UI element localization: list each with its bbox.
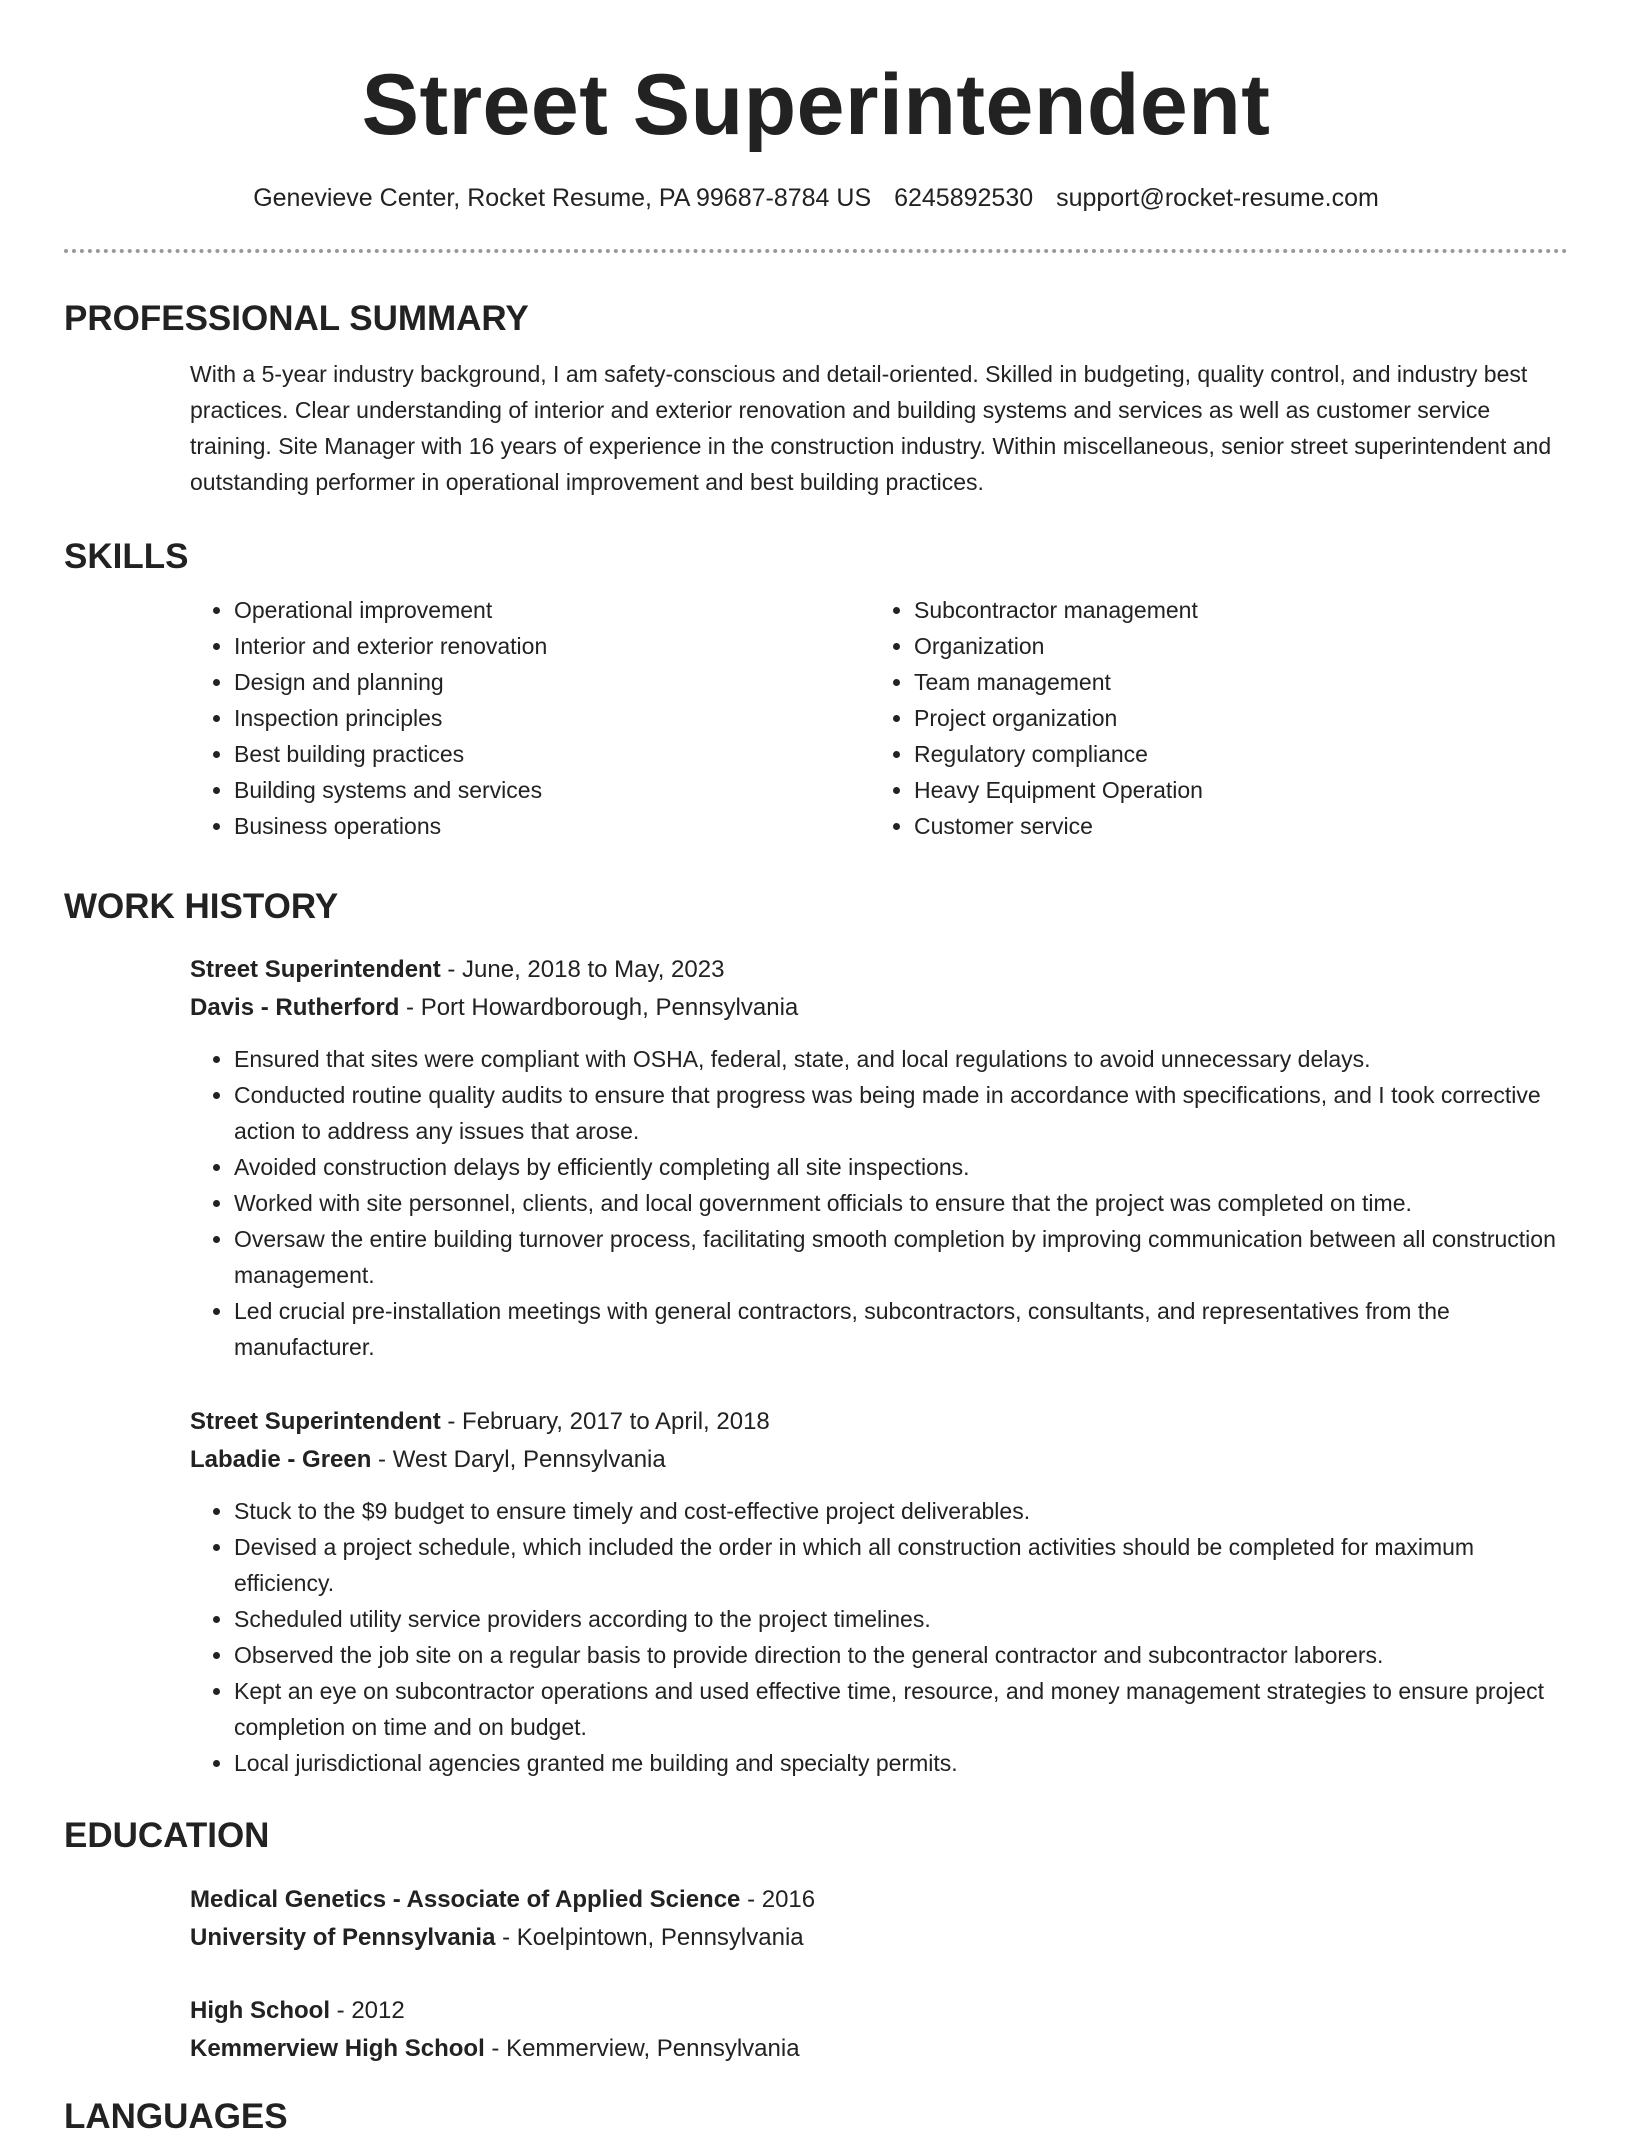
edu-degree-line <box>190 1992 1568 2030</box>
job-bullet: • Observed the job site on a regular basis to provide direction to the general contractor and subcontractor laborers. <box>234 1637 1568 1673</box>
job-bullet: • Conducted routine quality audits to ensure that progress was being made in accordance with specifications, and I took corrective action to address any issues that arose. <box>234 1077 1568 1149</box>
skill-item: • Organization <box>914 628 1550 664</box>
work-history-heading: WORK HISTORY <box>64 887 339 926</box>
job-bullet: • Stuck to the $9 budget to ensure timely and cost-effective project deliverables. <box>234 1493 1568 1529</box>
job-bullet: • Kept an eye on subcontractor operations and used effective time, resource, and money management strategies to ensure project completion on time and on budget. <box>234 1673 1568 1745</box>
skills-section <box>64 534 1568 844</box>
edu-degree: Medical Genetics - Associate of Applied Science <box>190 1886 741 1913</box>
contact-email: support@rocket-resume.com <box>1056 184 1379 212</box>
skill-item: • Design and planning <box>234 664 870 700</box>
job-bullet: • Scheduled utility service providers according to the project timelines. <box>234 1601 1568 1637</box>
education-entry <box>64 1881 1568 1957</box>
job-company-line <box>190 1441 1568 1479</box>
edu-year: - 2012 <box>330 1997 405 2024</box>
contact-line <box>0 178 1632 218</box>
edu-location: - Koelpintown, Pennsylvania <box>495 1924 804 1951</box>
header-divider <box>64 249 1568 253</box>
summary-heading: PROFESSIONAL SUMMARY <box>64 299 529 338</box>
skill-item: • Heavy Equipment Operation <box>914 772 1550 808</box>
education-entry <box>64 1992 1568 2068</box>
job-location: - West Daryl, Pennsylvania <box>371 1446 666 1473</box>
edu-school-line <box>190 1919 1568 1957</box>
skill-item: • Operational improvement <box>234 592 870 628</box>
job-company-line <box>190 989 1568 1027</box>
edu-degree-line <box>190 1881 1568 1919</box>
job-bullet: • Devised a project schedule, which included the order in which all construction activities should be completed for maximum efficiency. <box>234 1529 1568 1601</box>
job-company: Davis - Rutherford <box>190 994 400 1021</box>
job-bullets <box>190 1041 1568 1365</box>
skill-item: • Best building practices <box>234 736 870 772</box>
edu-year: - 2016 <box>740 1886 816 1913</box>
education-heading: EDUCATION <box>64 1816 270 1855</box>
edu-school: Kemmerview High School <box>190 2035 485 2062</box>
skills-left-list <box>190 592 870 844</box>
edu-school-line <box>190 2030 1568 2068</box>
contact-address: Genevieve Center, Rocket Resume, PA 99687-8784 US <box>253 184 872 212</box>
skill-item: • Business operations <box>234 808 870 844</box>
job-dates: - June, 2018 to May, 2023 <box>440 956 725 983</box>
job-bullet: • Worked with site personnel, clients, and local government officials to ensure that the project was completed on time. <box>234 1185 1568 1221</box>
skill-item: • Interior and exterior renovation <box>234 628 870 664</box>
summary-text: With a 5-year industry background, I am safety-conscious and detail-oriented. Skilled in budgeting, quality control, and industry best practices. Clear understanding of interior and exterior renovation and building systems and services as well as customer service training. Site Manager with 16 years of experience in the construction industry. Within miscellaneous, senior street superintendent and outstanding performer in operational improvement and best building practices. <box>190 361 1552 495</box>
work-history-section <box>64 884 1568 930</box>
edu-degree: High School <box>190 1997 330 2024</box>
job-bullet: • Local jurisdictional agencies granted me building and specialty permits. <box>234 1745 1568 1781</box>
contact-phone: 6245892530 <box>894 184 1034 212</box>
skill-item: • Customer service <box>914 808 1550 844</box>
job-role: Street Superintendent <box>190 956 441 983</box>
resume-name: Street Superintendent <box>361 57 1271 153</box>
skills-columns <box>190 592 1568 844</box>
job-entry <box>64 951 1568 1365</box>
job-dates: - February, 2017 to April, 2018 <box>440 1408 770 1435</box>
skill-item: • Regulatory compliance <box>914 736 1550 772</box>
education-section <box>64 1813 1568 1859</box>
skills-heading: SKILLS <box>64 537 189 576</box>
edu-school: University of Pennsylvania <box>190 1924 496 1951</box>
job-bullet: • Ensured that sites were compliant with OSHA, federal, state, and local regulations to avoid unnecessary delays. <box>234 1041 1568 1077</box>
job-location: - Port Howardborough, Pennsylvania <box>399 994 799 1021</box>
job-role: Street Superintendent <box>190 1408 441 1435</box>
skill-item: • Subcontractor management <box>914 592 1550 628</box>
job-bullets <box>190 1493 1568 1781</box>
skill-item: • Project organization <box>914 700 1550 736</box>
languages-section <box>64 2094 1568 2140</box>
skill-item: • Inspection principles <box>234 700 870 736</box>
summary-section <box>64 296 1568 500</box>
job-title-line <box>190 1403 1568 1441</box>
job-entry <box>64 1403 1568 1781</box>
skill-item: • Building systems and services <box>234 772 870 808</box>
job-title-line <box>190 951 1568 989</box>
skills-right-list <box>870 592 1550 844</box>
edu-location: - Kemmerview, Pennsylvania <box>484 2035 800 2062</box>
job-bullet: • Oversaw the entire building turnover process, facilitating smooth completion by improving communication between all construction management. <box>234 1221 1568 1293</box>
skill-item: • Team management <box>914 664 1550 700</box>
job-bullet: • Led crucial pre-installation meetings with general contractors, subcontractors, consultants, and representatives from the manufacturer. <box>234 1293 1568 1365</box>
job-bullet: • Avoided construction delays by efficiently completing all site inspections. <box>234 1149 1568 1185</box>
languages-heading: LANGUAGES <box>64 2097 288 2136</box>
job-company: Labadie - Green <box>190 1446 372 1473</box>
